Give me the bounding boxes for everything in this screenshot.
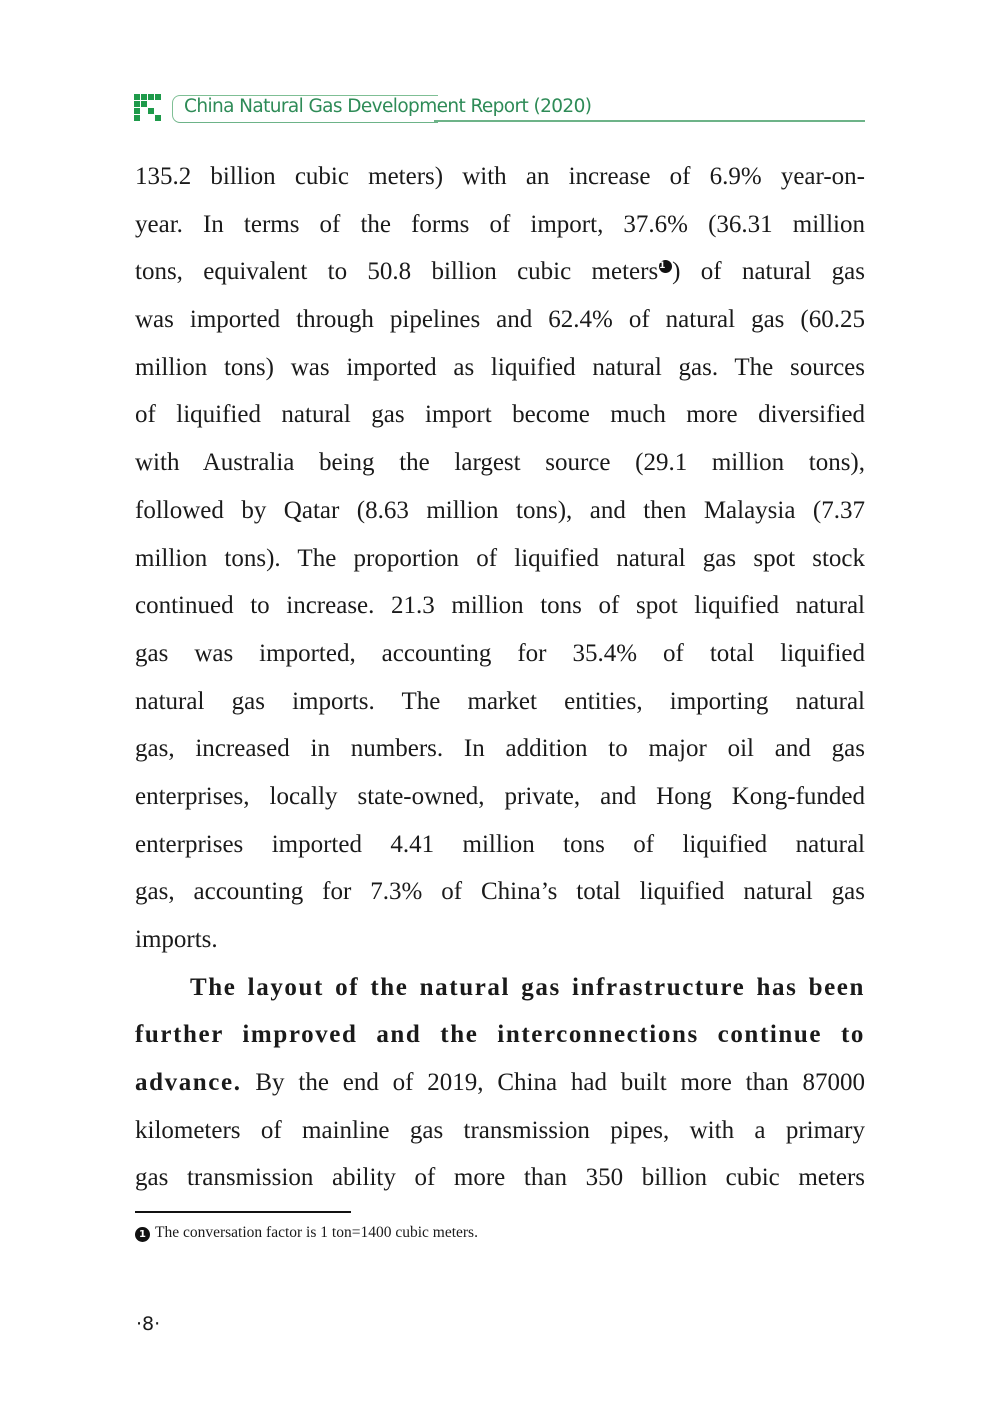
page-number: ·8· bbox=[136, 1313, 161, 1335]
text-line: gas, accounting for 7.3% of China’s total liquified natural gas bbox=[135, 878, 865, 906]
header-rule bbox=[434, 120, 865, 122]
footnote bbox=[135, 1224, 478, 1242]
footnote-separator bbox=[135, 1211, 351, 1213]
text-segment: tons, equivalent to 50.8 billion cubic meters bbox=[135, 258, 659, 286]
text-line: of liquified natural gas import become much more diversified bbox=[135, 401, 865, 429]
footnote-reference-marker[interactable]: 1 bbox=[659, 260, 672, 273]
text-segment: ) of natural gas bbox=[672, 258, 865, 286]
text-line: year. In terms of the forms of import, 37.6% (36.31 million bbox=[135, 210, 865, 238]
text-line: imports. bbox=[135, 926, 218, 953]
footnote-marker: 1 bbox=[135, 1227, 150, 1242]
text-line: continued to increase. 21.3 million tons of spot liquified natural bbox=[135, 592, 865, 620]
text-line: million tons) was imported as liquified natural gas. The sources bbox=[135, 353, 865, 381]
text-line bbox=[135, 1059, 865, 1107]
section-heading-line: The layout of the natural gas infrastructure has been bbox=[190, 973, 865, 1001]
text-line: with Australia being the largest source (29.1 million tons), bbox=[135, 449, 865, 477]
report-title: China Natural Gas Development Report (2020) bbox=[184, 96, 592, 117]
footnote-text: The conversation factor is 1 ton=1400 cubic meters. bbox=[155, 1224, 478, 1241]
text-line: followed by Qatar (8.63 million tons), and then Malaysia (7.37 bbox=[135, 496, 865, 524]
text-line: kilometers of mainline gas transmission pipes, with a primary bbox=[135, 1116, 865, 1144]
text-line: 135.2 billion cubic meters) with an increase of 6.9% year-on- bbox=[135, 163, 865, 190]
text-line: million tons). The proportion of liquified natural gas spot stock bbox=[135, 544, 865, 572]
body-text bbox=[135, 153, 865, 1202]
text-line: gas transmission ability of more than 350 billion cubic meters bbox=[135, 1164, 865, 1192]
report-logo-icon bbox=[134, 94, 162, 122]
text-line: gas was imported, accounting for 35.4% of total liquified bbox=[135, 639, 865, 667]
text-line: gas, increased in numbers. In addition to major oil and gas bbox=[135, 735, 865, 763]
text-line: enterprises imported 4.41 million tons of liquified natural bbox=[135, 830, 865, 858]
section-heading-end: advance. bbox=[135, 1069, 242, 1097]
text-line: enterprises, locally state-owned, private, and Hong Kong-funded bbox=[135, 782, 865, 810]
running-header bbox=[134, 92, 866, 126]
text-segment: By the end of 2019, China had built more than 87000 bbox=[241, 1069, 865, 1097]
section-heading-line: further improved and the interconnections continue to bbox=[135, 1021, 865, 1049]
text-line: natural gas imports. The market entities, importing natural bbox=[135, 687, 865, 715]
text-line bbox=[135, 248, 865, 296]
text-line: was imported through pipelines and 62.4% of natural gas (60.25 bbox=[135, 306, 865, 334]
